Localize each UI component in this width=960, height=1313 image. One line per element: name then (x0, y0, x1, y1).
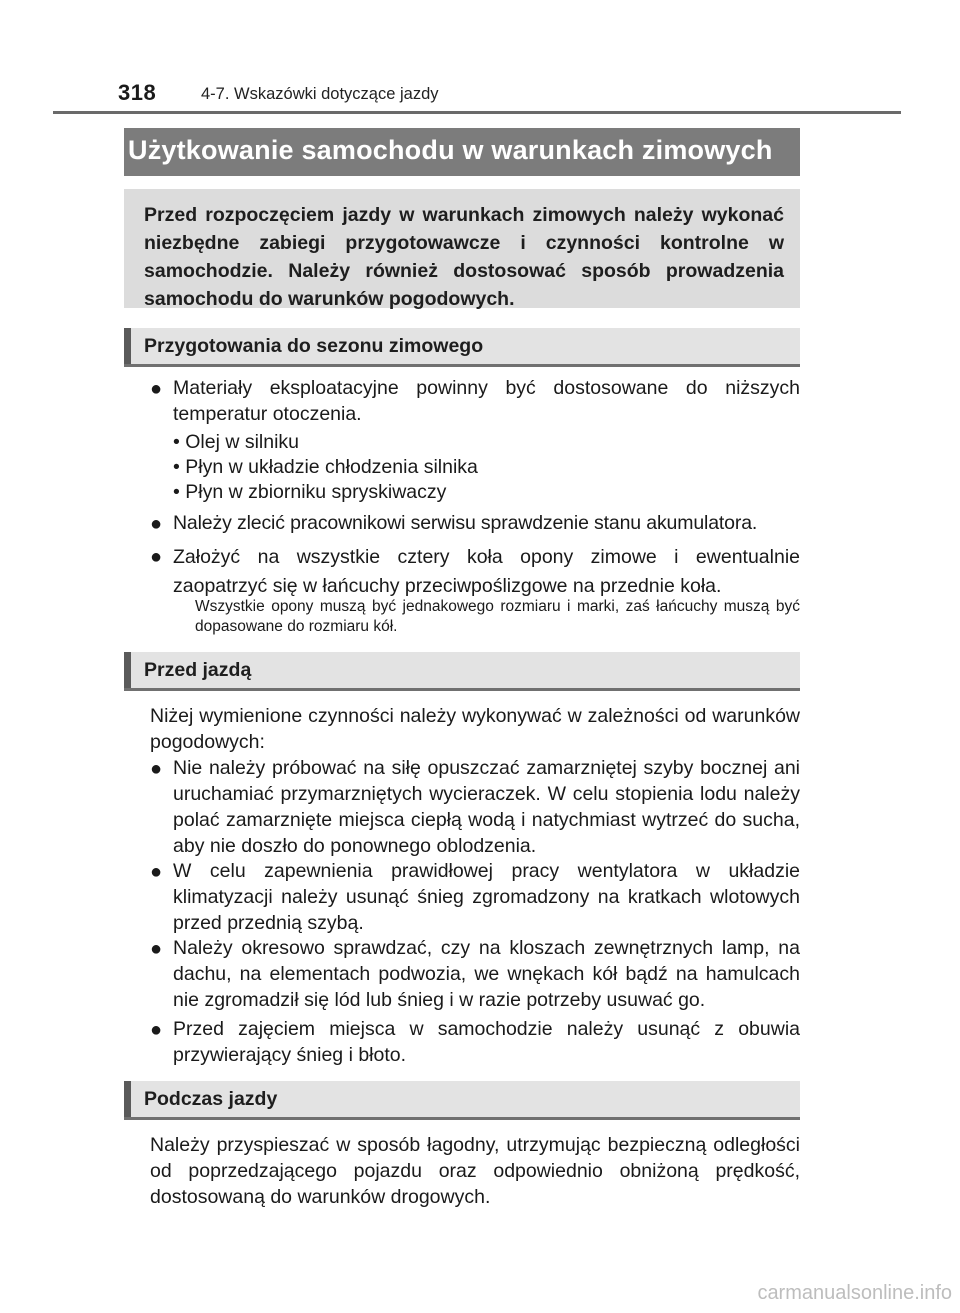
sub-list-item: • Płyn w układzie chłodzenia silnika (173, 456, 478, 478)
bullet-icon: ● (150, 378, 163, 400)
sub-list-item: • Olej w silniku (173, 431, 300, 453)
bullet-icon: ● (150, 513, 163, 535)
page-number: 318 (118, 80, 157, 105)
section-heading-before-driving (124, 652, 800, 691)
section-marker (124, 652, 131, 688)
list-item-text: Nie należy próbować na siłę opuszczać zamarzniętej szyby bocznej ani uruchamiać przymarzniętych wycieraczek. W celu stopienia lodu należy polać zamarznięte miejsca ciepłą wodą i natychmiast wytrzeć do sucha, aby nie doszło do ponownego oblodzenia. (173, 757, 800, 857)
bullet-icon: ● (150, 1019, 163, 1041)
section-heading-while-driving (124, 1081, 800, 1120)
sub-list-item: • Płyn w zbiorniku spryskiwaczy (173, 481, 447, 503)
intro-box (124, 189, 800, 308)
page-title-bar (124, 128, 800, 176)
list-item-text: Założyć na wszystkie cztery koła opony zimowe i ewentualnie zaopatrzyć się w łańcuchy przeciwpoślizgowe na przednie koła. (173, 546, 800, 597)
bullet-icon: ● (150, 861, 163, 883)
note-text: Wszystkie opony muszą być jednakowego rozmiaru i marki, zaś łańcuchy muszą być dopasowane do rozmiaru kół. (195, 598, 800, 635)
section-body-text: Należy przyspieszać w sposób łagodny, utrzymując bezpieczną odległości od poprzedzającego pojazdu oraz odpowiednio obniżoną prędkość, dostosowaną do warunków drogowych. (150, 1134, 800, 1208)
list-item-text: Należy zlecić pracownikowi serwisu sprawdzenie stanu akumulatora. (173, 512, 758, 534)
section-heading-winter-prep (124, 328, 800, 367)
list-item-text: Przed zajęciem miejsca w samochodzie należy usunąć z obuwia przywierający śnieg i błoto. (173, 1018, 800, 1066)
header-divider (53, 111, 901, 114)
section-reference: 4-7. Wskazówki dotyczące jazdy (201, 85, 439, 103)
section-intro-text: Niżej wymienione czynności należy wykonywać w zależności od warunków pogodowych: (150, 705, 800, 753)
list-item-text: W celu zapewnienia prawidłowej pracy wentylatora w układzie klimatyzacji należy usunąć śnieg zgromadzony na kratkach wlotowych przed przednią szybą. (173, 860, 800, 934)
page-title: Użytkowanie samochodu w warunkach zimowych (128, 135, 773, 165)
bullet-icon: ● (150, 758, 163, 780)
section-heading-label: Podczas jazdy (144, 1088, 278, 1110)
list-item-text: Należy okresowo sprawdzać, czy na kloszach zewnętrznych lamp, na dachu, na elementach podwozia, we wnękach kół bądź na hamulcach nie zgromadził się lód lub śnieg i w razie potrzeby usuwać go. (173, 937, 800, 1011)
section-heading-label: Przed jazdą (144, 659, 252, 681)
list-item-text: Materiały eksploatacyjne powinny być dostosowane do niższych temperatur otoczenia. (173, 377, 800, 425)
section-heading-label: Przygotowania do sezonu zimowego (144, 335, 484, 357)
section-marker (124, 328, 131, 364)
page-header (118, 80, 908, 112)
bullet-icon: ● (150, 546, 163, 568)
intro-text: Przed rozpoczęciem jazdy w warunkach zimowych należy wykonać niezbędne zabiegi przygotowawcze i czynności kontrolne w samochodzie. Należy również dostosować sposób prowadzenia samochodu do warunków pogodowych. (144, 204, 784, 310)
watermark: carmanualsonline.info (757, 1282, 952, 1304)
bullet-icon: ● (150, 938, 163, 960)
section-marker (124, 1081, 131, 1117)
